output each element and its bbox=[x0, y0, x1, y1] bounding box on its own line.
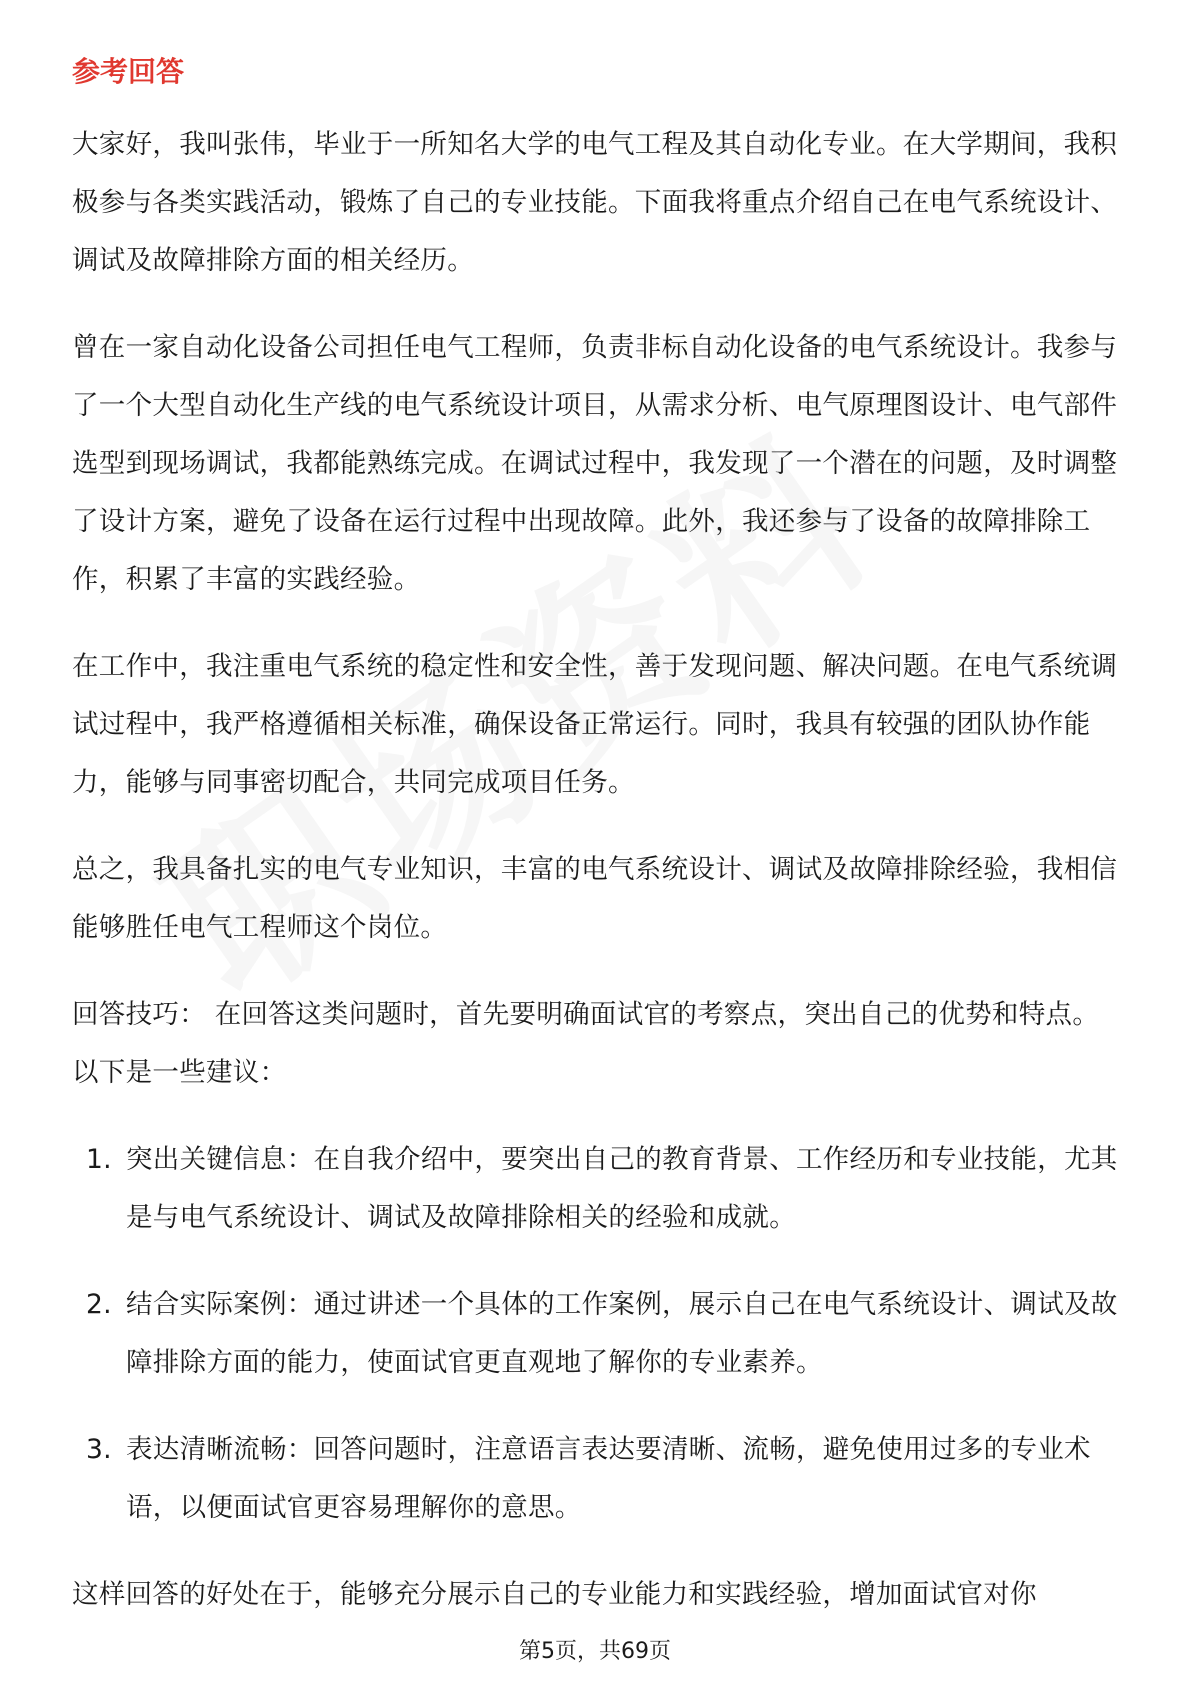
paragraph-summary: 总之，我具备扎实的电气专业知识，丰富的电气系统设计、调试及故障排除经验，我相信能够胜任电气工程师这个岗位。 bbox=[72, 854, 1118, 943]
list-item bbox=[72, 1421, 1122, 1537]
list-item-number: 3. bbox=[86, 1434, 112, 1465]
list-item bbox=[72, 1276, 1122, 1392]
list-item-text: 突出关键信息：在自我介绍中，要突出自己的教育背景、工作经历和专业技能，尤其是与电气系统设计、调试及故障排除相关的经验和成就。 bbox=[126, 1144, 1118, 1233]
paragraph-strengths: 在工作中，我注重电气系统的稳定性和安全性，善于发现问题、解决问题。在电气系统调试过程中，我严格遵循相关标准，确保设备正常运行。同时，我具有较强的团队协作能力，能够与同事密切配合，共同完成项目任务。 bbox=[72, 651, 1118, 798]
answer-content bbox=[72, 116, 1122, 1653]
paragraph-experience: 曾在一家自动化设备公司担任电气工程师，负责非标自动化设备的电气系统设计。我参与了一个大型自动化生产线的电气系统设计项目，从需求分析、电气原理图设计、电气部件选型到现场调试，我都能熟练完成。在调试过程中，我发现了一个潜在的问题，及时调整了设计方案，避免了设备在运行过程中出现故障。此外，我还参与了设备的故障排除工作，积累了丰富的实践经验。 bbox=[72, 332, 1118, 595]
list-item-number: 1. bbox=[86, 1144, 112, 1175]
list-item-text: 结合实际案例：通过讲述一个具体的工作案例，展示自己在电气系统设计、调试及故障排除方面的能力，使面试官更直观地了解你的专业素养。 bbox=[126, 1289, 1118, 1378]
paragraph-tips-intro: 回答技巧： 在回答这类问题时，首先要明确面试官的考察点，突出自己的优势和特点。以下是一些建议： bbox=[72, 999, 1100, 1088]
page-number: 第5页，共69页 bbox=[519, 1639, 671, 1664]
paragraph-intro: 大家好，我叫张伟，毕业于一所知名大学的电气工程及其自动化专业。在大学期间，我积极参与各类实践活动，锻炼了自己的专业技能。下面我将重点介绍自己在电气系统设计、调试及故障排除方面的相关经历。 bbox=[72, 129, 1118, 276]
list-item bbox=[72, 1131, 1122, 1247]
list-item-text: 表达清晰流畅：回答问题时，注意语言表达要清晰、流畅，避免使用过多的专业术语，以便面试官更容易理解你的意思。 bbox=[126, 1434, 1091, 1523]
list-item-number: 2. bbox=[86, 1289, 112, 1320]
paragraph-closing: 这样回答的好处在于，能够充分展示自己的专业能力和实践经验，增加面试官对你 bbox=[72, 1579, 1037, 1610]
section-heading: 参考回答 bbox=[72, 55, 185, 88]
tips-list bbox=[72, 1131, 1122, 1537]
